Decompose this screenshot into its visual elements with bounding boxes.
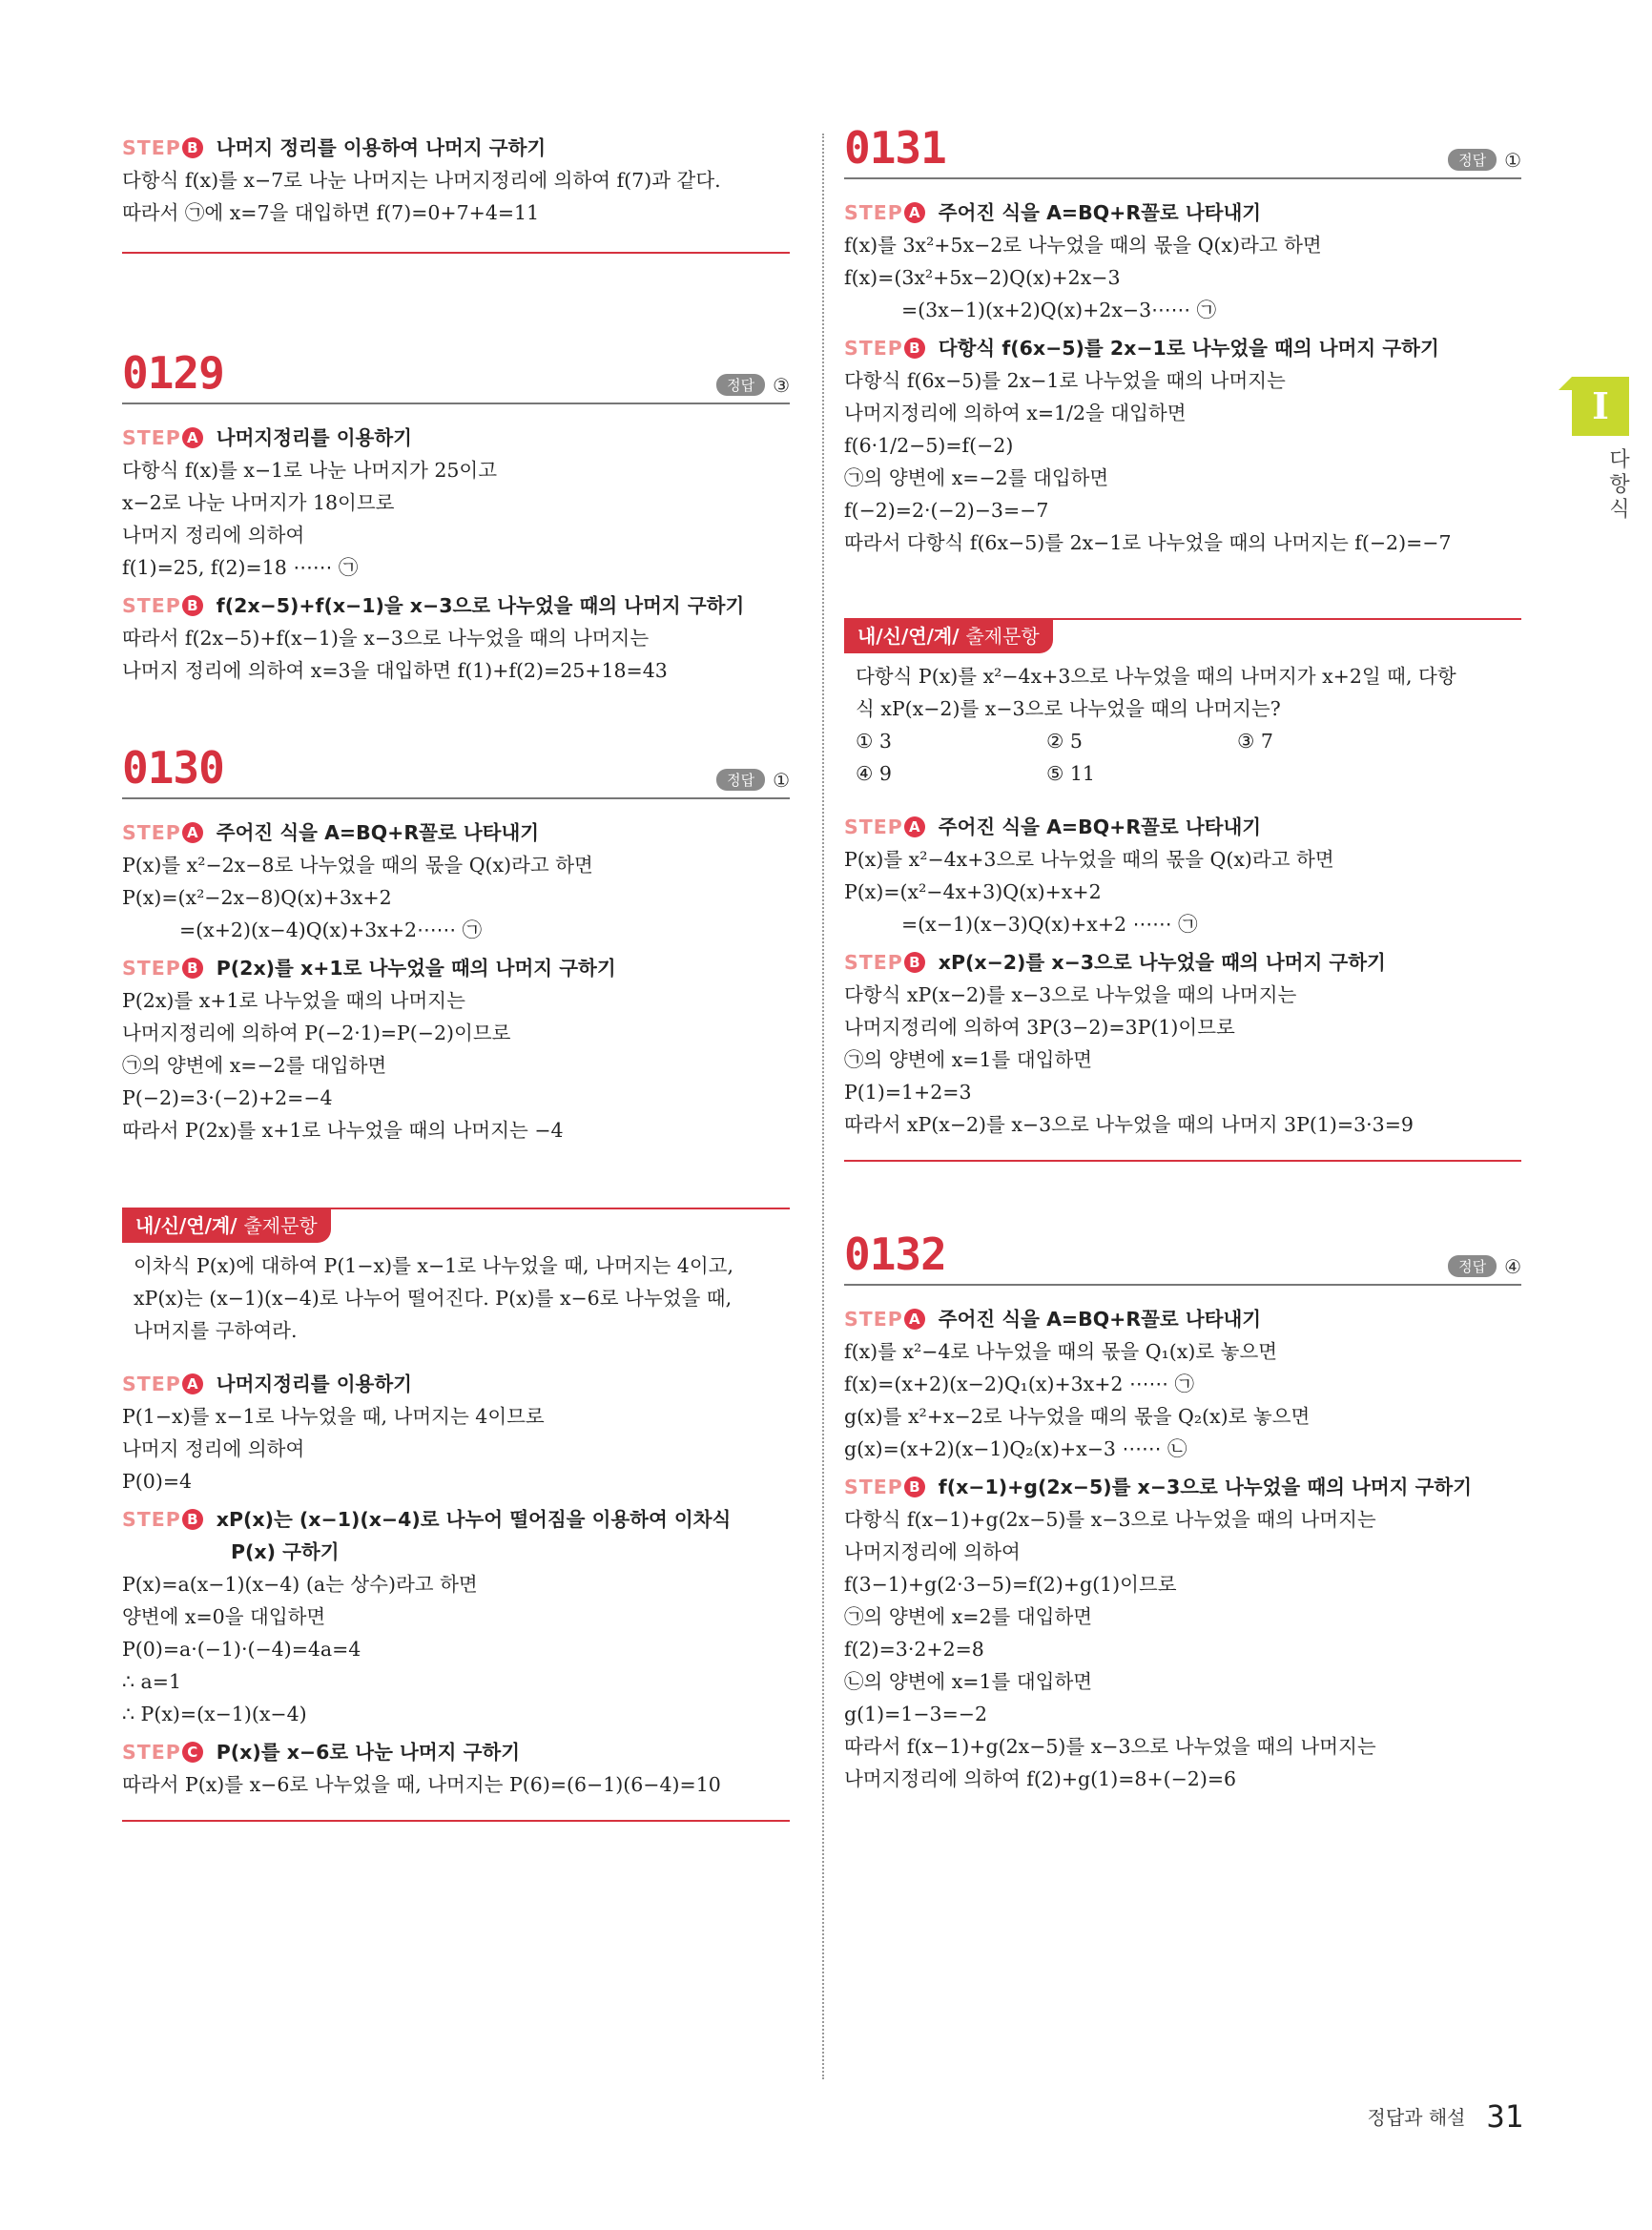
- step-title: 주어진 식을 A=BQ+R꼴로 나타내기: [216, 821, 540, 844]
- right-column: [844, 124, 1521, 1795]
- problem-header: [844, 124, 1521, 179]
- solution-line: ∴ a=1: [122, 1670, 182, 1693]
- answer-tag: 정답: [1448, 1255, 1497, 1277]
- solution-line: P(2x)를 x+1로 나누었을 때의 나머지는: [122, 989, 465, 1012]
- step-badge: A: [904, 202, 925, 223]
- solution-line: 양변에 x=0을 대입하면: [122, 1605, 326, 1628]
- solution-line: g(1)=1−3=−2: [844, 1703, 987, 1725]
- solution-line: f(x)를 x²−4로 나누었을 때의 몫을 Q₁(x)로 놓으면: [844, 1340, 1278, 1363]
- solution-line: P(−2)=3·(−2)+2=−4: [122, 1086, 333, 1109]
- choice-1: ① 3: [856, 730, 892, 753]
- solution-line: 따라서 P(x)를 x−6로 나누었을 때, 나머지는 P(6)=(6−1)(6−4)=10: [122, 1773, 721, 1796]
- step-heading: STEP A 나머지정리를 이용하기: [122, 426, 412, 449]
- solution-line: 나머지정리에 의하여 3P(3−2)=3P(1)이므로: [844, 1016, 1235, 1039]
- step-heading: STEP B 나머지 정리를 이용하여 나머지 구하기: [122, 136, 547, 159]
- solution-line: P(1−x)를 x−1로 나누었을 때, 나머지는 4이므로: [122, 1405, 545, 1428]
- step-heading: STEP B P(2x)를 x+1로 나누었을 때의 나머지 구하기: [122, 957, 616, 980]
- solution-line: f(x)=(x+2)(x−2)Q₁(x)+3x+2 ⋯⋯ ㉠: [844, 1373, 1194, 1395]
- step-heading: STEP A 주어진 식을 A=BQ+R꼴로 나타내기: [844, 816, 1262, 838]
- solution-line: f(x)=(3x²+5x−2)Q(x)+2x−3: [844, 266, 1121, 289]
- solution-line: 다항식 f(x)를 x−7로 나눈 나머지는 나머지정리에 의하여 f(7)과 같다.: [122, 169, 721, 192]
- solution-line: 따라서 xP(x−2)를 x−3으로 나누었을 때의 나머지 3P(1)=3·3=9: [844, 1113, 1414, 1136]
- question-line: 이차식 P(x)에 대하여 P(1−x)를 x−1로 나누었을 때, 나머지는 4이고,: [134, 1254, 733, 1277]
- answer-indicator: [716, 769, 790, 792]
- choice-2: ② 5: [1046, 730, 1083, 753]
- solution-line: ㉠의 양변에 x=2를 대입하면: [844, 1605, 1093, 1628]
- solution-line: P(x)를 x²−2x−8로 나누었을 때의 몫을 Q(x)라고 하면: [122, 854, 593, 877]
- solution-line: x−2로 나눈 나머지가 18이므로: [122, 491, 395, 514]
- step-badge: A: [904, 1309, 925, 1330]
- step-badge: B: [904, 338, 925, 359]
- solution-line: 다항식 f(x−1)+g(2x−5)를 x−3으로 나누었을 때의 나머지는: [844, 1508, 1376, 1531]
- step-title: f(2x−5)+f(x−1)을 x−3으로 나누었을 때의 나머지 구하기: [216, 594, 745, 617]
- chapter-title: 다항식: [1609, 448, 1630, 522]
- problem-number: 0131: [844, 122, 946, 174]
- question-line: 다항식 P(x)를 x²−4x+3으로 나누었을 때의 나머지가 x+2일 때, 다항: [856, 665, 1456, 688]
- answer-value: ③: [773, 374, 790, 397]
- choice-4: ④ 9: [856, 762, 892, 785]
- solution-line: P(0)=4: [122, 1470, 193, 1493]
- naeshin-tag: 내/신/연/계/ 출제문항: [844, 618, 1053, 653]
- solution-line: g(x)=(x+2)(x−1)Q₂(x)+x−3 ⋯⋯ ㉡: [844, 1437, 1187, 1460]
- step-badge: B: [904, 952, 925, 973]
- section-divider: [122, 252, 790, 254]
- step-title: 주어진 식을 A=BQ+R꼴로 나타내기: [938, 201, 1262, 224]
- solution-line: P(0)=a·(−1)·(−4)=4a=4: [122, 1638, 361, 1661]
- step-badge: A: [904, 816, 925, 837]
- solution-line: 나머지정리에 의하여 f(2)+g(1)=8+(−2)=6: [844, 1767, 1237, 1790]
- step-heading: STEP C P(x)를 x−6로 나눈 나머지 구하기: [122, 1741, 521, 1764]
- solution-line: P(1)=1+2=3: [844, 1081, 972, 1104]
- solution-line: 따라서 P(2x)를 x+1로 나누었을 때의 나머지는 −4: [122, 1119, 564, 1142]
- solution-line: ∴ P(x)=(x−1)(x−4): [122, 1703, 307, 1725]
- answer-tag: 정답: [716, 374, 765, 396]
- step-title: xP(x)는 (x−1)(x−4)로 나누어 떨어짐을 이용하여 이차식: [216, 1508, 732, 1531]
- solution-line: 나머지 정리에 의하여: [122, 1437, 305, 1460]
- naeshin-header: [122, 1206, 790, 1244]
- page-number: 31: [1486, 2098, 1523, 2135]
- step-heading: STEP A 주어진 식을 A=BQ+R꼴로 나타내기: [844, 201, 1262, 224]
- step-badge: B: [182, 1509, 203, 1530]
- problem-0130: [122, 744, 790, 1146]
- step-badge: A: [182, 822, 203, 843]
- solution-line: =(3x−1)(x+2)Q(x)+2x−3⋯⋯ ㉠: [901, 299, 1217, 321]
- problem-number: 0129: [122, 347, 224, 399]
- step-title: xP(x−2)를 x−3으로 나누었을 때의 나머지 구하기: [938, 951, 1386, 974]
- left-column: [122, 124, 790, 1822]
- solution-line: 나머지정리에 의하여: [844, 1540, 1021, 1563]
- step-heading: STEP A 주어진 식을 A=BQ+R꼴로 나타내기: [844, 1308, 1262, 1331]
- page-footer: [1368, 2098, 1524, 2135]
- solution-line: 나머지 정리에 의하여: [122, 524, 305, 547]
- step-title: 다항식 f(6x−5)를 2x−1로 나누었을 때의 나머지 구하기: [938, 337, 1439, 360]
- step-badge: A: [182, 427, 203, 448]
- naeshin-tag: 내/신/연/계/ 출제문항: [122, 1208, 331, 1243]
- step-badge: B: [904, 1476, 925, 1497]
- solution-line: P(x)=(x²−4x+3)Q(x)+x+2: [844, 880, 1102, 903]
- step-title-continued: P(x) 구하기: [231, 1540, 340, 1563]
- choice-3: ③ 7: [1237, 730, 1273, 753]
- naeshin-question: [844, 660, 1521, 790]
- section-divider: [844, 1160, 1521, 1162]
- solution-line: 나머지정리에 의하여 P(−2·1)=P(−2)이므로: [122, 1022, 511, 1044]
- answer-tag: 정답: [716, 769, 765, 791]
- step-title: P(x)를 x−6로 나눈 나머지 구하기: [216, 1741, 521, 1764]
- section-divider: [122, 1820, 790, 1822]
- step-badge: C: [182, 1742, 203, 1763]
- question-line: 식 xP(x−2)를 x−3으로 나누었을 때의 나머지는?: [856, 697, 1281, 720]
- solution-line: P(x)=(x²−2x−8)Q(x)+3x+2: [122, 886, 392, 909]
- solution-line: f(x)를 3x²+5x−2로 나누었을 때의 몫을 Q(x)라고 하면: [844, 234, 1322, 257]
- solution-line: 나머지 정리에 의하여 x=3을 대입하면 f(1)+f(2)=25+18=43: [122, 659, 668, 682]
- solution-line: P(x)를 x²−4x+3으로 나누었을 때의 몫을 Q(x)라고 하면: [844, 848, 1334, 871]
- choice-5: ⑤ 11: [1046, 762, 1095, 785]
- problem-number: 0132: [844, 1229, 946, 1280]
- answer-choices: [856, 725, 1521, 790]
- solution-line: 다항식 xP(x−2)를 x−3으로 나누었을 때의 나머지는: [844, 983, 1297, 1006]
- solution-line: 따라서 f(x−1)+g(2x−5)를 x−3으로 나누었을 때의 나머지는: [844, 1735, 1376, 1758]
- step-title: f(x−1)+g(2x−5)를 x−3으로 나누었을 때의 나머지 구하기: [938, 1476, 1473, 1498]
- chapter-tab: I: [1572, 377, 1629, 436]
- solution-line: ㉡의 양변에 x=1를 대입하면: [844, 1670, 1093, 1693]
- naeshin-header: [844, 616, 1521, 654]
- question-line: xP(x)는 (x−1)(x−4)로 나누어 떨어진다. P(x)를 x−6로 나누었을 때,: [134, 1287, 733, 1310]
- solution-line: f(2)=3·2+2=8: [844, 1638, 984, 1661]
- step-title: 나머지 정리를 이용하여 나머지 구하기: [216, 136, 547, 159]
- step-heading: STEP B f(2x−5)+f(x−1)을 x−3으로 나누었을 때의 나머지 구하기: [122, 594, 745, 617]
- step-heading: STEP B xP(x−2)를 x−3으로 나누었을 때의 나머지 구하기: [844, 951, 1386, 974]
- footer-label: 정답과 해설: [1367, 2106, 1466, 2129]
- solution-line: 따라서 다항식 f(6x−5)를 2x−1로 나누었을 때의 나머지는 f(−2)=−7: [844, 531, 1452, 554]
- naeshin-question: [122, 1249, 790, 1347]
- problem-0132: [844, 1230, 1521, 1795]
- problem-header: [122, 349, 790, 404]
- step-title: 나머지정리를 이용하기: [216, 1373, 412, 1395]
- answer-value: ①: [1504, 149, 1521, 172]
- solution-line: 따라서 f(2x−5)+f(x−1)을 x−3으로 나누었을 때의 나머지는: [122, 627, 650, 650]
- step-heading: STEP B xP(x)는 (x−1)(x−4)로 나누어 떨어짐을 이용하여 이차식 P(x) 구하기: [122, 1503, 790, 1568]
- solution-line: ㉠의 양변에 x=1를 대입하면: [844, 1048, 1093, 1071]
- step-title: 나머지정리를 이용하기: [216, 426, 412, 449]
- solution-line: 따라서 ㉠에 x=7을 대입하면 f(7)=0+7+4=11: [122, 201, 540, 224]
- step-title: 주어진 식을 A=BQ+R꼴로 나타내기: [938, 816, 1262, 838]
- solution-line: f(3−1)+g(2·3−5)=f(2)+g(1)이므로: [844, 1573, 1177, 1596]
- step-title: 주어진 식을 A=BQ+R꼴로 나타내기: [938, 1308, 1262, 1331]
- step-heading: STEP A 주어진 식을 A=BQ+R꼴로 나타내기: [122, 821, 540, 844]
- step-heading: STEP B 다항식 f(6x−5)를 2x−1로 나누었을 때의 나머지 구하기: [844, 337, 1439, 360]
- step-badge: B: [182, 137, 203, 158]
- solution-line: g(x)를 x²+x−2로 나누었을 때의 몫을 Q₂(x)로 놓으면: [844, 1405, 1311, 1428]
- solution-line: P(x)=a(x−1)(x−4) (a는 상수)라고 하면: [122, 1573, 478, 1596]
- solution-line: 다항식 f(6x−5)를 2x−1로 나누었을 때의 나머지는: [844, 369, 1286, 392]
- column-divider: [822, 134, 824, 2079]
- step-heading: STEP A 나머지정리를 이용하기: [122, 1373, 412, 1395]
- solution-line: ㉠의 양변에 x=−2를 대입하면: [122, 1054, 387, 1077]
- answer-indicator: [1448, 149, 1521, 172]
- question-line: 나머지를 구하여라.: [134, 1319, 298, 1342]
- answer-value: ①: [773, 769, 790, 792]
- step-badge: A: [182, 1373, 203, 1394]
- solution-line: f(1)=25, f(2)=18 ⋯⋯ ㉠: [122, 556, 359, 579]
- solution-line: ㉠의 양변에 x=−2를 대입하면: [844, 466, 1109, 489]
- answer-indicator: [1448, 1255, 1521, 1278]
- naeshin-box: [122, 1206, 790, 1822]
- solution-line: 나머지정리에 의하여 x=1/2을 대입하면: [844, 402, 1187, 424]
- naeshin-box: [844, 616, 1521, 1162]
- problem-0129: [122, 349, 790, 687]
- step-title: P(2x)를 x+1로 나누었을 때의 나머지 구하기: [216, 957, 616, 980]
- solution-line: =(x+2)(x−4)Q(x)+3x+2⋯⋯ ㉠: [179, 919, 483, 941]
- solution-line: f(6·1/2−5)=f(−2): [844, 434, 1014, 457]
- problem-header: [844, 1230, 1521, 1286]
- answer-value: ④: [1504, 1255, 1521, 1278]
- solution-line: f(−2)=2·(−2)−3=−7: [844, 499, 1049, 522]
- step-badge: B: [182, 958, 203, 979]
- step-heading: STEP B f(x−1)+g(2x−5)를 x−3으로 나누었을 때의 나머지 구하기: [844, 1476, 1473, 1498]
- problem-0131: [844, 124, 1521, 559]
- solution-line: =(x−1)(x−3)Q(x)+x+2 ⋯⋯ ㉠: [901, 913, 1198, 936]
- answer-tag: 정답: [1448, 149, 1497, 171]
- problem-header: [122, 744, 790, 799]
- answer-indicator: [716, 374, 790, 397]
- step-badge: B: [182, 595, 203, 616]
- solution-line: 다항식 f(x)를 x−1로 나눈 나머지가 25이고: [122, 459, 498, 482]
- problem-number: 0130: [122, 742, 224, 794]
